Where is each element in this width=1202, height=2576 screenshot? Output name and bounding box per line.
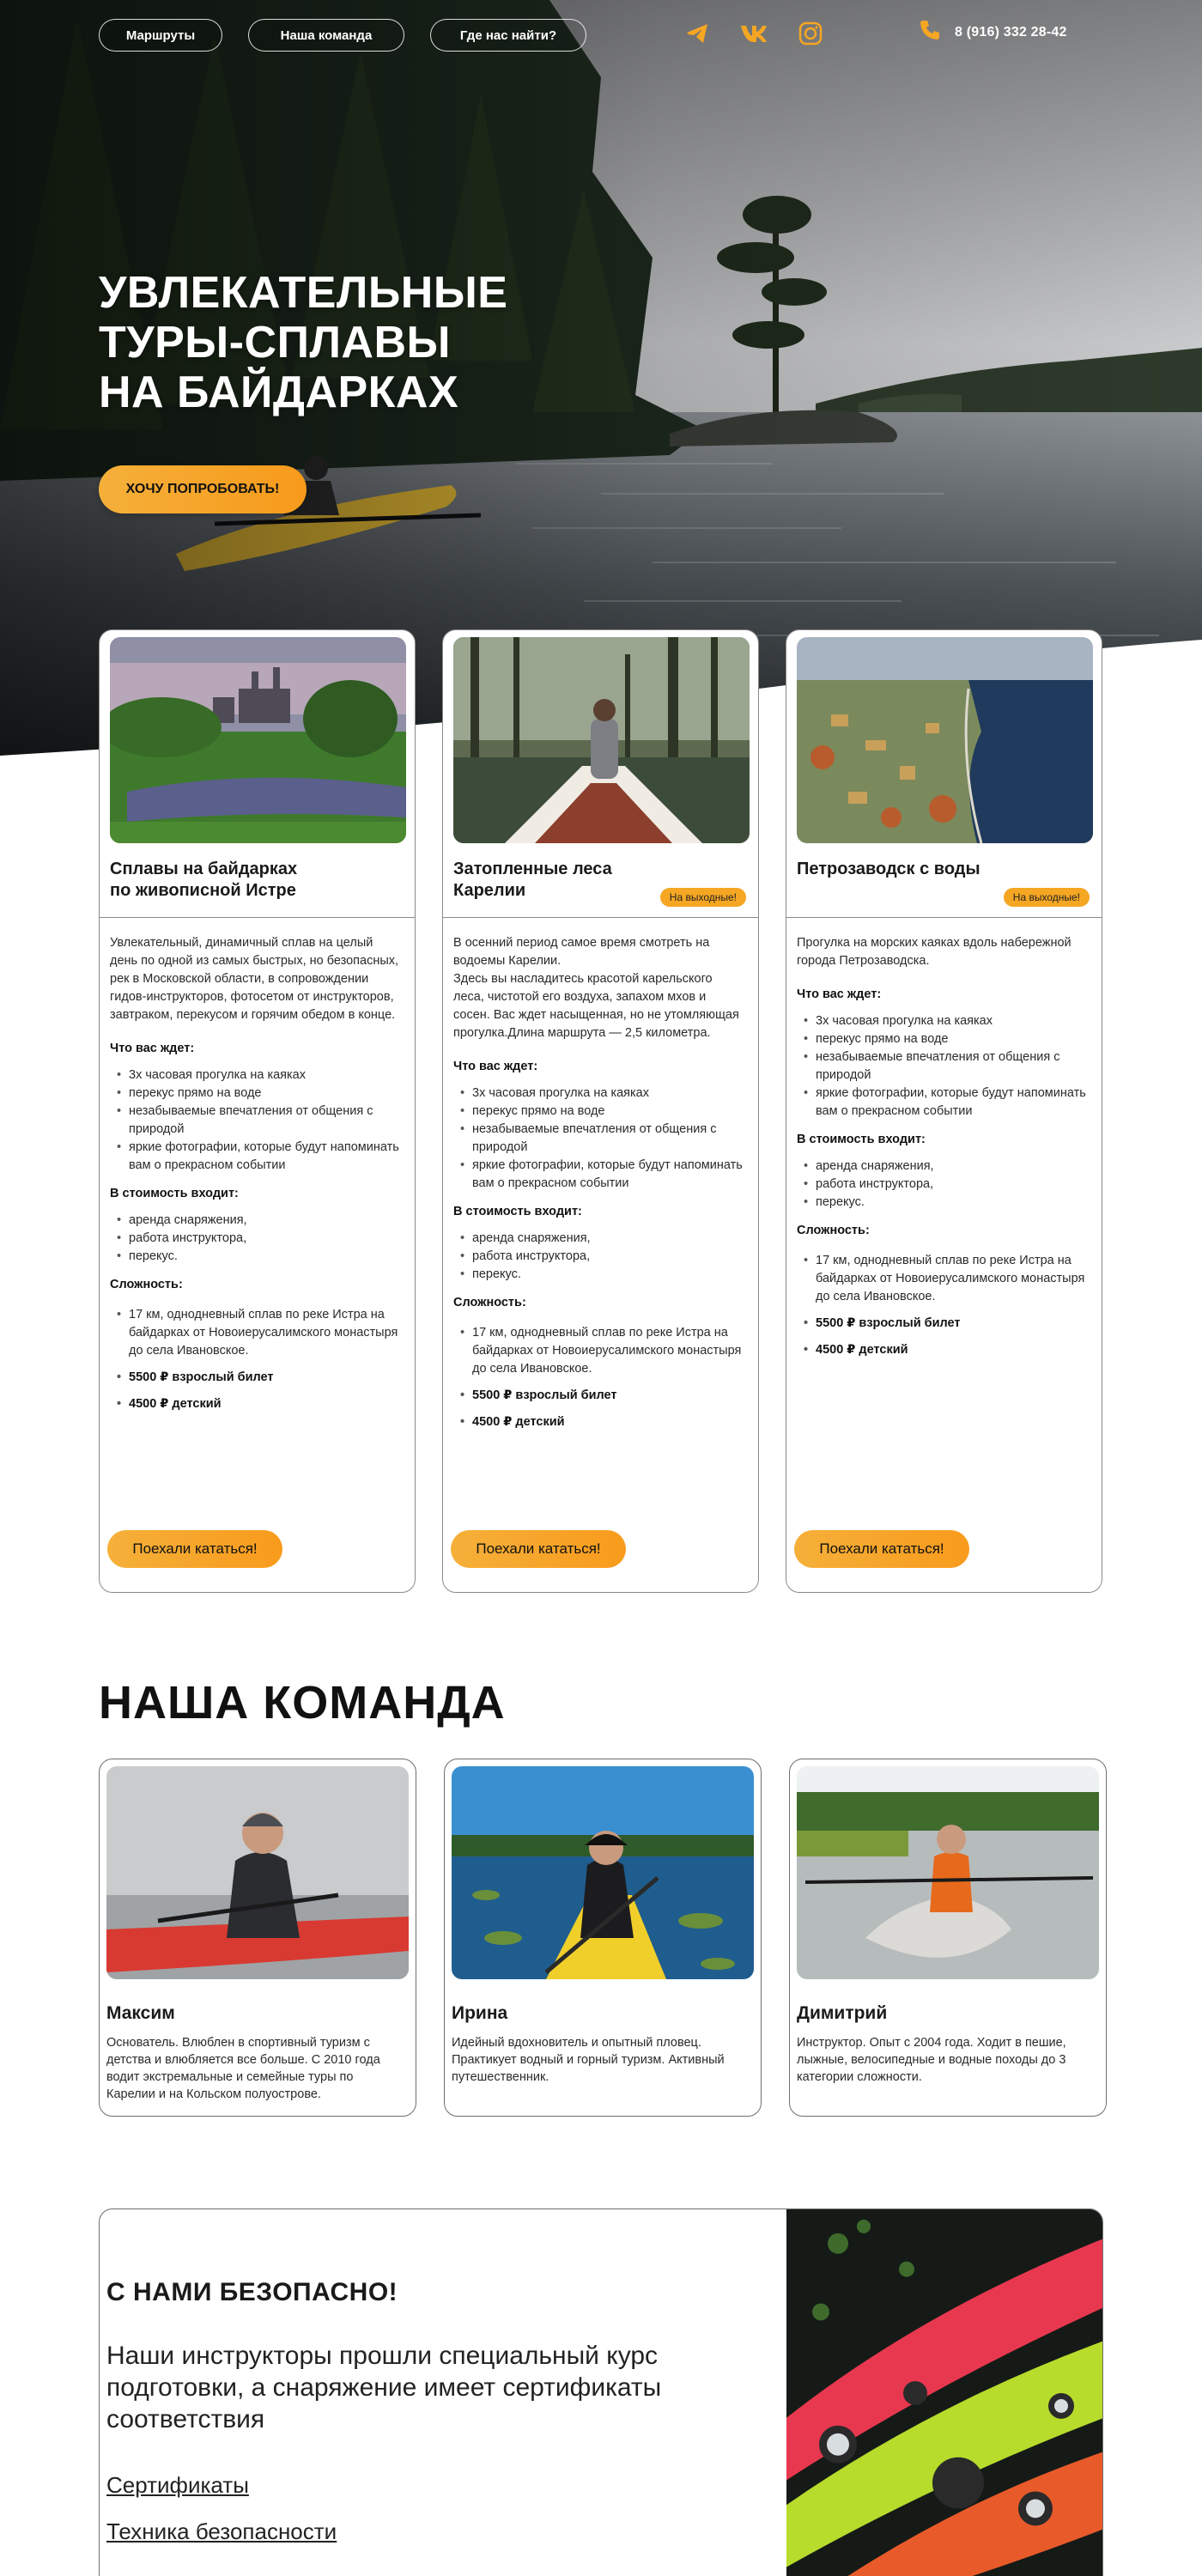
divider <box>100 917 415 918</box>
member-bio: Основатель. Влюблен в спортивный туризм с детства и влюбляется все больше. С 2010 года водит экстремальные и семейные туры по Карелии и на Кольском полуострове. <box>106 2036 380 2101</box>
expect-heading: Что вас ждет: <box>110 1042 195 1055</box>
includes-heading: В стоимость входит: <box>110 1187 239 1200</box>
list-item: • аренда снаряжения, <box>797 1157 1090 1176</box>
safety-rules-link[interactable]: Техника безопасности <box>106 2518 337 2544</box>
nav-find-us-button[interactable]: Где нас найти? <box>430 19 586 52</box>
list-item: • работа инструктора, <box>797 1176 1090 1194</box>
tour-description: Увлекательный, динамичный сплав на целый день по одной из самых быстрых, но безопасных, рек в Московской области, в сопровождении гидов-инструкторов, фотосетом от инструкторов, завтраком, перекусом и горячим обедом в конце. <box>110 936 399 1022</box>
tour-title: Затопленные леса Карелии <box>453 860 612 900</box>
tour-card <box>99 629 416 1593</box>
instagram-icon[interactable] <box>796 19 825 48</box>
difficulty-heading: Сложность: <box>453 1296 526 1309</box>
includes-list <box>797 1157 1090 1212</box>
member-photo-maxim <box>106 1766 409 1979</box>
tour-title: Петрозаводск с воды <box>797 860 980 878</box>
phone-icon <box>919 19 941 46</box>
tour-card <box>786 629 1102 1593</box>
phone-contact[interactable] <box>919 19 1067 46</box>
nav-routes-button[interactable]: Маршруты <box>99 19 222 52</box>
list-item: • 3х часовая прогулка на каяках <box>453 1084 746 1103</box>
book-tour-button[interactable]: Поехали кататься! <box>794 1530 969 1568</box>
team-member-card <box>789 1759 1107 2117</box>
team-member-card <box>99 1759 416 2117</box>
tour-details <box>110 934 403 1424</box>
tour-photo-karelia <box>453 637 750 843</box>
book-tour-button[interactable]: Поехали кататься! <box>107 1530 282 1568</box>
tours-list <box>99 629 1103 1593</box>
tour-photo-istra <box>110 637 406 843</box>
member-name: Димитрий <box>797 2003 888 2023</box>
list-item: • перекус. <box>797 1194 1090 1212</box>
weekend-badge: На выходные! <box>660 888 746 907</box>
price-adult: • 5500 ₽ взрослый билет <box>797 1315 1090 1333</box>
difficulty-text: • 17 км, однодневный сплав по реке Истра на байдарках от Новоиерусалимского монастыря до села Ивановское. <box>797 1252 1090 1306</box>
weekend-badge: На выходные! <box>1004 888 1090 907</box>
telegram-icon[interactable] <box>683 19 712 48</box>
list-item: • аренда снаряжения, <box>453 1230 746 1248</box>
nav-team-button[interactable]: Наша команда <box>248 19 404 52</box>
safety-section <box>99 2208 1103 2576</box>
certificates-link[interactable]: Сертификаты <box>106 2472 249 2498</box>
difficulty-list <box>110 1306 403 1413</box>
divider <box>443 917 758 918</box>
safety-title: С НАМИ БЕЗОПАСНО! <box>106 2278 398 2306</box>
tour-description: В осенний период самое время смотреть на водоемы Карелии. Здесь вы насладитесь красотой карельского леса, чистотой его воздуха, запахом мхов и сосен. Вас ждет насыщенная, но не утомляющая прогулка.Длина маршрута — 2,5 километра. <box>453 936 739 1040</box>
vk-icon[interactable] <box>739 19 768 48</box>
expect-list <box>797 1012 1090 1121</box>
price-adult: • 5500 ₽ взрослый билет <box>453 1387 746 1405</box>
phone-number[interactable]: 8 (916) 332 28-42 <box>955 24 1067 39</box>
list-item: • перекус прямо на воде <box>453 1103 746 1121</box>
hero-title: УВЛЕКАТЕЛЬНЫЕ ТУРЫ-СПЛАВЫ НА БАЙДАРКАХ <box>99 268 508 417</box>
member-photo-irina <box>452 1766 754 1979</box>
list-item: • 3х часовая прогулка на каяках <box>797 1012 1090 1030</box>
price-child: • 4500 ₽ детский <box>453 1413 746 1431</box>
member-name: Максим <box>106 2003 175 2023</box>
expect-list <box>110 1066 403 1175</box>
try-now-button[interactable]: ХОЧУ ПОПРОБОВАТЬ! <box>99 465 307 513</box>
book-tour-button[interactable]: Поехали кататься! <box>451 1530 626 1568</box>
tour-details <box>797 934 1090 1370</box>
list-item: • перекус прямо на воде <box>797 1030 1090 1048</box>
price-adult: • 5500 ₽ взрослый билет <box>110 1369 403 1387</box>
price-child: • 4500 ₽ детский <box>110 1395 403 1413</box>
list-item: • яркие фотографии, которые будут напоминать вам о прекрасном событии <box>110 1139 403 1175</box>
expect-list <box>453 1084 746 1193</box>
member-bio: Инструктор. Опыт с 2004 года. Ходит в пешие, лыжные, велосипедные и водные походы до 3 категории сложности. <box>797 2036 1066 2084</box>
tour-photo-petrozavodsk <box>797 637 1093 843</box>
list-item: • незабываемые впечатления от общения с природой <box>453 1121 746 1157</box>
expect-heading: Что вас ждет: <box>797 987 882 1001</box>
list-item: • работа инструктора, <box>453 1248 746 1266</box>
member-photo-dimitry <box>797 1766 1099 1979</box>
list-item: • работа инструктора, <box>110 1230 403 1248</box>
includes-heading: В стоимость входит: <box>797 1133 926 1146</box>
difficulty-list <box>797 1252 1090 1359</box>
list-item: • перекус. <box>110 1248 403 1266</box>
team-member-card <box>444 1759 762 2117</box>
list-item: • яркие фотографии, которые будут напоминать вам о прекрасном событии <box>797 1084 1090 1121</box>
difficulty-heading: Сложность: <box>110 1278 183 1291</box>
list-item: • незабываемые впечатления от общения с природой <box>797 1048 1090 1084</box>
team-heading: НАША КОМАНДА <box>99 1677 506 1728</box>
difficulty-heading: Сложность: <box>797 1224 870 1237</box>
includes-list <box>453 1230 746 1284</box>
divider <box>786 917 1102 918</box>
expect-heading: Что вас ждет: <box>453 1060 538 1073</box>
list-item: • перекус прямо на воде <box>110 1084 403 1103</box>
list-item: • яркие фотографии, которые будут напоминать вам о прекрасном событии <box>453 1157 746 1193</box>
difficulty-text: • 17 км, однодневный сплав по реке Истра на байдарках от Новоиерусалимского монастыря до села Ивановское. <box>453 1324 746 1378</box>
list-item: • незабываемые впечатления от общения с природой <box>110 1103 403 1139</box>
member-bio: Идейный вдохновитель и опытный пловец. Практикует водный и горный туризм. Активный путешественник. <box>452 2036 725 2084</box>
top-navigation <box>99 19 586 52</box>
safety-kayaks-photo <box>786 2209 1102 2576</box>
difficulty-list <box>453 1324 746 1431</box>
list-item: • 3х часовая прогулка на каяках <box>110 1066 403 1084</box>
includes-list <box>110 1212 403 1266</box>
tour-title: Сплавы на байдарках по живописной Истре <box>110 860 298 900</box>
member-name: Ирина <box>452 2003 508 2023</box>
social-links <box>683 19 825 48</box>
list-item: • перекус. <box>453 1266 746 1284</box>
team-list <box>99 1759 1107 2117</box>
includes-heading: В стоимость входит: <box>453 1205 582 1218</box>
tour-description: Прогулка на морских каяках вдоль набережной города Петрозаводска. <box>797 936 1071 968</box>
difficulty-text: • 17 км, однодневный сплав по реке Истра на байдарках от Новоиерусалимского монастыря до села Ивановское. <box>110 1306 403 1360</box>
price-child: • 4500 ₽ детский <box>797 1341 1090 1359</box>
tour-details <box>453 934 746 1442</box>
list-item: • аренда снаряжения, <box>110 1212 403 1230</box>
tour-card <box>442 629 759 1593</box>
safety-text: Наши инструкторы прошли специальный курс подготовки, а снаряжение имеет сертификаты соответствия <box>106 2342 662 2433</box>
